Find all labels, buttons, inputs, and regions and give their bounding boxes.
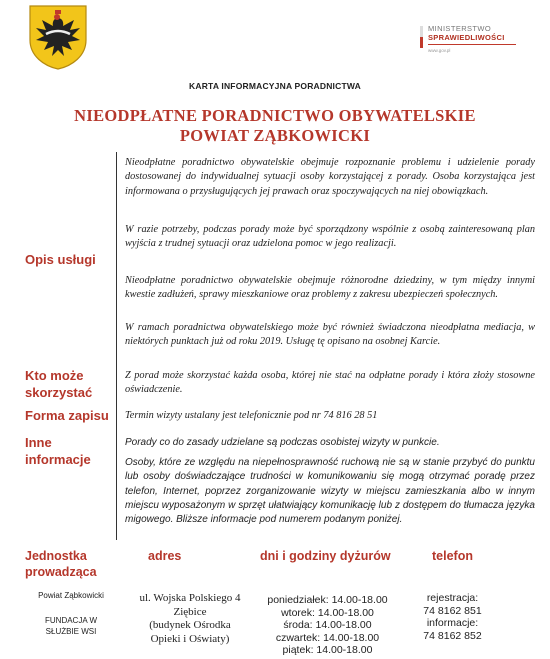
header-dni-godziny: dni i godziny dyżurów [260, 549, 391, 563]
address-line: ul. Wojska Polskiego 4 [139, 592, 241, 604]
inne-text-1: Porady co do zasady udzielane są podczas osobistej wizyty w punkcie. [125, 437, 440, 448]
document-subtitle: POWIAT ZĄBKOWICKI [179, 126, 371, 145]
ministry-name-line2: SPRAWIEDLIWOŚCI [428, 33, 505, 42]
opis-paragraph-3: Nieodpłatne poradnictwo obywatelskie obejmuje różnorodne dziedziny, w tym między innymi kwestie zadłużeń, sprawy mieszkaniowe oraz problemy z zakresu ubezpieczeń społecznych. [125, 275, 535, 301]
phone-block [410, 592, 495, 642]
hours-row: czwartek: 14.00-18.00 [275, 631, 380, 644]
jednostka-name: Powiat Ząbkowicki [38, 591, 104, 600]
hours-row: poniedziałek: 14.00-18.00 [267, 594, 388, 606]
label-inne-line1: Inne [25, 435, 52, 450]
inne-text-2: Osoby, które ze względu na niepełnosprawność ruchową nie są w stanie przybyć do punktu lub osoby doświadczające trudności w komunikowaniu się mogą otrzymać poradę przez telefon, Internet, poprzez zorganizowanie wizyty w miejscu zamieszkania albo w innym miejscu wyposażonym w sprzęt ułatwiający komunikację lub z dostępem do tłumacza języka migowego. Bliższe informacje pod numerem podanym poniżej. [125, 457, 535, 526]
header-telefon: telefon [432, 549, 473, 563]
phone-label: informacje: [426, 617, 479, 629]
opis-paragraph-4: W ramach poradnictwa obywatelskiego może być również świadczona nieodpłatna mediacja, w niektórych punktach już od roku 2019. Usługę tę opisano na osobnej Karcie. [125, 322, 535, 348]
address-line: Ziębice [173, 605, 207, 618]
section-divider [116, 152, 117, 540]
document-title: NIEODPŁATNE PORADNICTWO OBYWATELSKIE [74, 106, 476, 125]
forma-zapisu-text: Termin wizyty ustalany jest telefonicznie pod nr 74 816 28 51 [125, 410, 378, 421]
header-jednostka-line2: prowadząca [25, 565, 97, 579]
hours-row: piątek: 14.00-18.00 [282, 644, 373, 656]
jednostka-fundacja-line1: FUNDACJA W [45, 616, 97, 625]
phone-number: 74 8162 852 [423, 629, 482, 642]
ministry-url: www.gov.pl [428, 48, 451, 53]
kto-moze-text: Z porad może skorzystać każda osoba, której nie stać na odpłatne porady i która złoży stosowne oświadczenie. [125, 370, 535, 396]
address-line: (budynek Ośrodka [149, 619, 231, 631]
hours-row: wtorek: 14.00-18.00 [281, 606, 374, 619]
opis-paragraph-2: W razie potrzeby, podczas porady może być sporządzony wspólnie z osobą zainteresowaną plan wyjścia z trudnej sytuacji oraz udzielona pomoc w jego realizacji. [125, 224, 535, 250]
jednostka-fundacja-line2: SŁUŻBIE WSI [45, 627, 97, 636]
label-kto-moze-line1: Kto może [25, 368, 84, 383]
header-adres: adres [148, 549, 182, 563]
header-jednostka-line1: Jednostka [25, 549, 87, 563]
label-opis-uslugi: Opis usługi [25, 252, 96, 267]
eagle-crest-icon [28, 4, 88, 70]
label-forma-zapisu: Forma zapisu [25, 408, 109, 423]
ministry-name-line1: MINISTERSTWO [428, 24, 492, 33]
flag-icon [420, 26, 423, 48]
hours-row: środa: 14.00-18.00 [283, 619, 372, 631]
label-inne-line2: informacje [25, 452, 91, 467]
label-kto-moze-line2: skorzystać [25, 385, 93, 400]
hours-block [255, 594, 400, 657]
address-block [120, 592, 260, 646]
opis-paragraph-1: Nieodpłatne poradnictwo obywatelskie obejmuje rozpoznanie problemu i udzielenie porady dostosowanej do indywidualnej sytuacji osoby korzystającej z porady. Osoba korzystająca jest informowana o przysługujących jej prawach oraz spoczywających na niej obowiązkach. [125, 157, 535, 197]
phone-label: rejestracja: [426, 592, 479, 604]
ministry-divider [428, 44, 516, 45]
document-type: KARTA INFORMACYJNA PORADNICTWA [189, 81, 361, 91]
phone-number: 74 8162 851 [423, 604, 482, 617]
address-line: Opieki i Oświaty) [150, 632, 230, 645]
